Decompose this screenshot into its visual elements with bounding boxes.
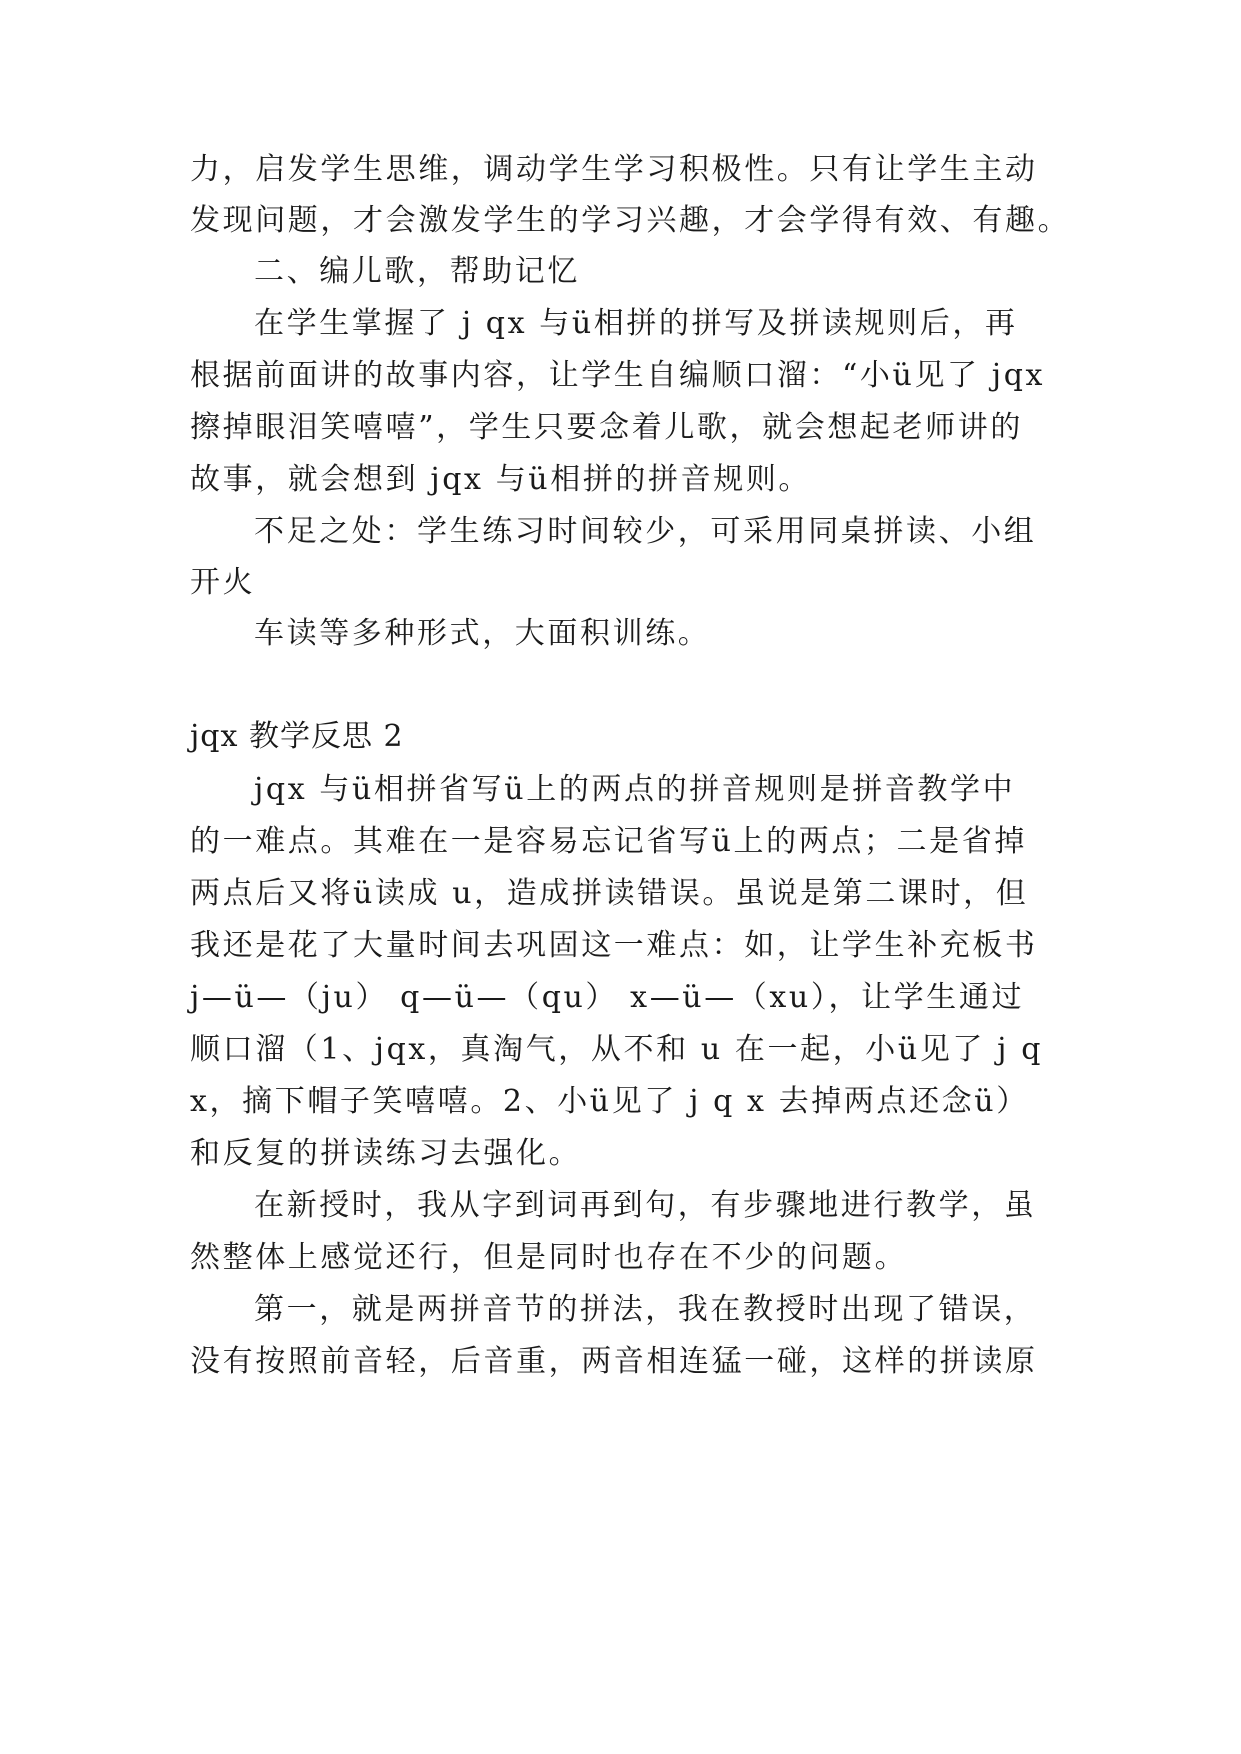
paragraph-line: 在新授时，我从字到词再到句，有步骤地进行教学，虽 bbox=[254, 1188, 1037, 1223]
paragraph-line: 发现问题，才会激发学生的学习兴趣，才会学得有效、有趣。 bbox=[190, 203, 1071, 238]
paragraph-line: 两点后又将ü读成 u，造成拼读错误。虽说是第二课时，但 bbox=[190, 876, 1029, 911]
paragraph-line: jqx 与ü相拼省写ü上的两点的拼音规则是拼音教学中 bbox=[254, 772, 1016, 807]
paragraph-line: 然整体上感觉还行，但是同时也存在不少的问题。 bbox=[190, 1240, 908, 1275]
paragraph-line: 和反复的拼读练习去强化。 bbox=[190, 1136, 582, 1171]
paragraph-line: j—ü—（ju） q—ü—（qu） x—ü—（xu），让学生通过 bbox=[190, 980, 1025, 1015]
paragraph-line: 第一，就是两拼音节的拼法，我在教授时出现了错误， bbox=[254, 1292, 1037, 1327]
paragraph-line: 根据前面讲的故事内容，让学生自编顺口溜：“小ü见了 jqx bbox=[190, 358, 1046, 393]
paragraph-line: 故事，就会想到 jqx 与ü相拼的拼音规则。 bbox=[190, 462, 812, 497]
document-title: jqx 教学反思 2 bbox=[190, 719, 404, 754]
paragraph-line: 顺口溜（1、jqx，真淘气，从不和 u 在一起，小ü见了 j q bbox=[190, 1032, 1044, 1067]
paragraph-line: x，摘下帽子笑嘻嘻。2、小ü见了 j q x 去掉两点还念ü） bbox=[190, 1084, 1029, 1119]
paragraph-line: 力，启发学生思维，调动学生学习积极性。只有让学生主动 bbox=[190, 152, 1038, 187]
paragraph-line: 的一难点。其难在一是容易忘记省写ü上的两点；二是省掉 bbox=[190, 824, 1027, 859]
paragraph-line: 擦掉眼泪笑嘻嘻”，学生只要念着儿歌，就会想起老师讲的 bbox=[190, 410, 1023, 445]
paragraph-line: 开火 bbox=[190, 565, 256, 600]
paragraph-line: 在学生掌握了 j qx 与ü相拼的拼写及拼读规则后，再 bbox=[254, 306, 1018, 341]
section-heading: 二、编儿歌，帮助记忆 bbox=[254, 254, 580, 289]
paragraph-line: 车读等多种形式，大面积训练。 bbox=[254, 616, 711, 651]
paragraph-line: 不足之处：学生练习时间较少，可采用同桌拼读、小组 bbox=[254, 514, 1037, 549]
paragraph-line: 没有按照前音轻，后音重，两音相连猛一碰，这样的拼读原 bbox=[190, 1344, 1038, 1379]
paragraph-line: 我还是花了大量时间去巩固这一难点：如，让学生补充板书 bbox=[190, 928, 1038, 963]
